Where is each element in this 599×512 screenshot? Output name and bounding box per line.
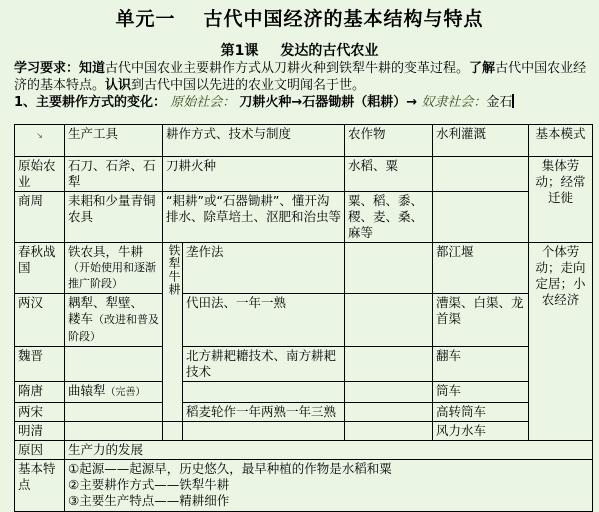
farming-change-line xyxy=(14,94,599,111)
era-chunqiu: 春秋战国 xyxy=(15,243,65,294)
method-mingqing xyxy=(183,422,345,441)
method-liangsong: 稻麦轮作一年两熟一年三熟 xyxy=(183,403,345,422)
header-crops: 农作物 xyxy=(345,125,433,157)
irrigation-liangsong: 高转筒车 xyxy=(433,403,529,422)
req-keyword-recognize: 认识 xyxy=(105,78,132,93)
method-shangzhou: “耜耕”或“石器锄耕”、懂开沟排水、除草培土、沤肥和治虫等 xyxy=(163,192,345,243)
crops-mingqing xyxy=(345,422,433,441)
header-irrigation: 水利灌溉 xyxy=(433,125,529,157)
header-tools: 生产工具 xyxy=(65,125,163,157)
tools-suitang-note: （完善） xyxy=(105,387,146,398)
header-mode: 基本模式 xyxy=(529,125,593,157)
crops-suitang xyxy=(345,382,433,403)
feature-main-method: ②主要耕作方式——铁犁牛耕 xyxy=(68,477,230,492)
irrigation-weijin: 翻车 xyxy=(433,347,529,382)
era-liangsong: 两宋 xyxy=(15,403,65,422)
tools-suitang xyxy=(65,382,163,403)
crops-primitive: 水稻、粟 xyxy=(345,157,433,192)
feature-origin: ①起源——起源早，历史悠久，最早种植的作物是水稻和粟 xyxy=(68,461,392,476)
tools-primitive: 石刀、石斧、石犁 xyxy=(65,157,163,192)
irrigation-shangzhou xyxy=(433,192,529,243)
unit-name: 古代中国经济的基本结构与特点 xyxy=(203,8,484,30)
tools-chunqiu-main: 铁农具，牛耕 xyxy=(68,244,144,259)
irrigation-lianghan: 漕渠、白渠、龙首渠 xyxy=(433,294,529,347)
stage-primitive: 原始社会： xyxy=(170,95,236,110)
features-cell xyxy=(65,460,593,512)
change-label: 1、主要耕作方式的变化： xyxy=(14,95,167,110)
irrigation-chunqiu: 都江堰 xyxy=(433,243,529,294)
lesson-name: 发达的古代农业 xyxy=(280,43,379,59)
mode-collective: 集体劳动；经常迁徙 xyxy=(529,157,593,243)
agriculture-table xyxy=(14,124,593,512)
req-keyword-understand: 了解 xyxy=(469,61,496,76)
requirements-paragraph xyxy=(14,60,594,94)
text-cursor xyxy=(512,94,514,108)
era-primitive: 原始农业 xyxy=(15,157,65,192)
req-keyword-know: 知道 xyxy=(79,61,106,76)
unit-number: 单元一 xyxy=(115,8,176,30)
tools-lianghan-seeder: 耧车 xyxy=(68,311,94,326)
irrigation-mingqing: 风力水车 xyxy=(433,422,529,441)
era-shangzhou: 商周 xyxy=(15,192,65,243)
req-text-3: 到古代中国以先进的农业文明闻名于世。 xyxy=(131,78,366,93)
lesson-number: 第1课 xyxy=(220,43,259,59)
stage-slave: 奴隶社会： xyxy=(421,95,487,110)
req-text-1: 古代中国农业主要耕作方式从刀耕火种到铁犁牛耕的变革过程。 xyxy=(105,61,470,76)
irrigation-suitang: 筒车 xyxy=(433,382,529,403)
method-chunqiu: 垄作法 xyxy=(183,243,345,294)
crops-lianghan xyxy=(345,294,433,347)
arrow-1: → xyxy=(291,95,303,110)
method-primitive: 刀耕火种 xyxy=(163,157,345,192)
era-suitang: 隋唐 xyxy=(15,382,65,403)
tools-lianghan-note: （改进和普及阶段） xyxy=(68,313,160,343)
mode-individual: 个体劳动；走向定居；小农经济 xyxy=(529,243,593,441)
era-lianghan: 两汉 xyxy=(15,294,65,347)
tools-weijin xyxy=(65,347,163,382)
era-mingqing: 明清 xyxy=(15,422,65,441)
iron-plough-label: 铁犁牛耕 xyxy=(167,244,181,296)
feature-production: ③主要生产特点——精耕细作 xyxy=(68,493,230,508)
unit-title xyxy=(0,4,599,31)
tools-suitang-main: 曲辕犁 xyxy=(68,383,106,398)
cause-label: 原因 xyxy=(15,441,65,460)
header-method: 耕作方式、技术与制度 xyxy=(163,125,345,157)
req-text-2: 古代中国农业经济的基本特点。 xyxy=(14,61,587,93)
method-weijin: 北方耕耙耱技术、南方耕耙技术 xyxy=(183,347,345,382)
tools-liangsong xyxy=(65,403,163,422)
cause-text: 生产力的发展 xyxy=(65,441,593,460)
crops-weijin xyxy=(345,347,433,382)
crops-shangzhou: 粟、稻、黍、稷、麦、桑、麻等 xyxy=(345,192,433,243)
crops-liangsong xyxy=(345,403,433,422)
features-label: 基本特点 xyxy=(15,460,65,512)
method-suitang xyxy=(183,382,345,403)
tools-shangzhou: 耒耜和少量青铜农具 xyxy=(65,192,163,243)
tools-mingqing xyxy=(65,422,163,441)
tools-lianghan xyxy=(65,294,163,347)
iron-plough-cell xyxy=(163,243,183,422)
tools-lianghan-main: 耦犁、犁壁、 xyxy=(68,295,144,310)
method-metal-stone: 金石 xyxy=(486,95,513,110)
method-stone-hoe: 石器锄耕（耜耕） xyxy=(302,95,407,110)
method-lianghan: 代田法、一年一熟 xyxy=(183,294,345,347)
method-mingqing-tail xyxy=(163,422,183,441)
method-slash-burn: 刀耕火种 xyxy=(239,95,292,110)
table-corner-cell: ↘ xyxy=(15,125,65,157)
tools-chunqiu-note: （开始使用和逐渐推广阶段） xyxy=(68,261,156,290)
lesson-title xyxy=(0,40,599,60)
arrow-2: → xyxy=(406,95,418,110)
era-weijin: 魏晋 xyxy=(15,347,65,382)
crops-chunqiu xyxy=(345,243,433,294)
irrigation-primitive xyxy=(433,157,529,192)
requirements-label: 学习要求： xyxy=(14,61,80,76)
tools-chunqiu xyxy=(65,243,163,294)
